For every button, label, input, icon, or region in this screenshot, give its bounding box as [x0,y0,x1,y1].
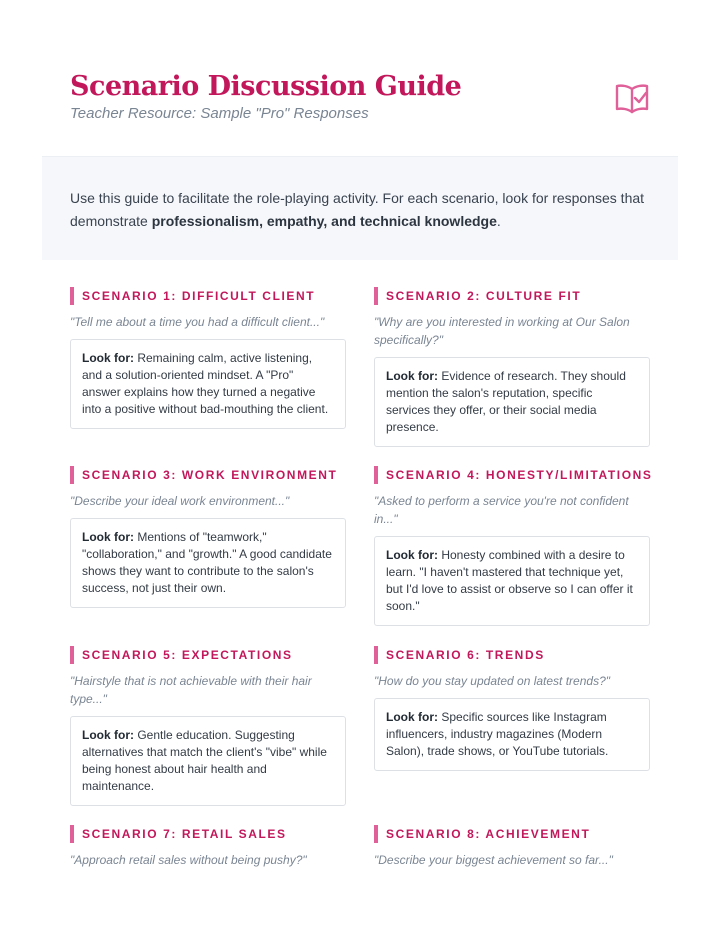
scenario-title: SCENARIO 4: HONESTY/LIMITATIONS [386,468,653,482]
look-for-text: Evidence of research. They should mention the salon's reputation, specific services they offer, or their social media presence. [386,369,626,434]
look-for-text: Remaining calm, active listening, and a solution-oriented mindset. A "Pro" answer explains how they turned a negative into a positive without bad-mouthing the client. [82,351,329,416]
scenario-quote: "Tell me about a time you had a difficult client..." [70,315,325,329]
look-for-card [70,716,346,806]
accent-bar [374,466,378,484]
scenario-8 [374,825,650,869]
scenario-1 [70,287,346,429]
accent-bar [70,466,74,484]
accent-bar [374,287,378,305]
accent-bar [374,646,378,664]
look-for-label: Look for: [82,728,134,742]
scenario-4 [374,466,653,626]
scenario-quote: "Asked to perform a service you're not confident in..." [374,494,629,526]
accent-bar [70,646,74,664]
scenario-title: SCENARIO 3: WORK ENVIRONMENT [82,468,338,482]
page-subtitle: Teacher Resource: Sample "Pro" Responses [70,105,369,122]
scenario-title: SCENARIO 8: ACHIEVEMENT [386,827,591,841]
look-for-card [374,698,650,771]
intro-panel [42,156,678,260]
look-for-label: Look for: [386,369,438,383]
page-header [70,70,670,122]
scenario-title: SCENARIO 5: EXPECTATIONS [82,648,293,662]
scenario-title: SCENARIO 6: TRENDS [386,648,545,662]
book-check-icon [614,82,650,116]
scenario-quote: "Approach retail sales without being pushy?" [70,853,307,867]
scenario-quote: "Why are you interested in working at Our Salon specifically?" [374,315,630,347]
look-for-card [70,518,346,608]
scenario-quote: "Describe your ideal work environment..." [70,494,290,508]
scenario-5 [70,646,346,806]
look-for-label: Look for: [386,548,438,562]
look-for-text: Honesty combined with a desire to learn. "I haven't mastered that technique yet, but I'd love to assist or observe so I can offer it soon." [386,548,633,613]
scenario-3 [70,466,346,608]
accent-bar [374,825,378,843]
scenario-quote: "How do you stay updated on latest trends?" [374,674,610,688]
scenario-title: SCENARIO 7: RETAIL SALES [82,827,287,841]
scenario-title: SCENARIO 2: CULTURE FIT [386,289,582,303]
scenario-7 [70,825,346,869]
scenario-quote: "Describe your biggest achievement so far..." [374,853,613,867]
scenario-title: SCENARIO 1: DIFFICULT CLIENT [82,289,316,303]
intro-emphasis: professionalism, empathy, and technical knowledge [151,213,497,229]
accent-bar [70,287,74,305]
scenario-quote: "Hairstyle that is not achievable with their hair type..." [70,674,312,706]
look-for-card [70,339,346,429]
intro-text: Use this guide to facilitate the role-playing activity. For each scenario, look for responses that demonstrate [70,190,645,229]
look-for-label: Look for: [386,710,438,724]
look-for-text: Mentions of "teamwork," "collaboration," and "growth." A good candidate shows they want to contribute to the salon's success, not just their own. [82,530,332,595]
look-for-card [374,357,650,447]
look-for-label: Look for: [82,351,134,365]
scenario-6 [374,646,650,771]
page-title: Scenario Discussion Guide [70,71,462,102]
scenario-2 [374,287,650,447]
look-for-card [374,536,650,626]
look-for-label: Look for: [82,530,134,544]
look-for-text: Specific sources like Instagram influencers, industry magazines (Modern Salon), trade shows, or YouTube tutorials. [386,710,609,758]
intro-text-end: . [496,213,501,229]
accent-bar [70,825,74,843]
look-for-text: Gentle education. Suggesting alternatives that match the client's "vibe" while being honest about hair health and maintenance. [82,728,327,793]
